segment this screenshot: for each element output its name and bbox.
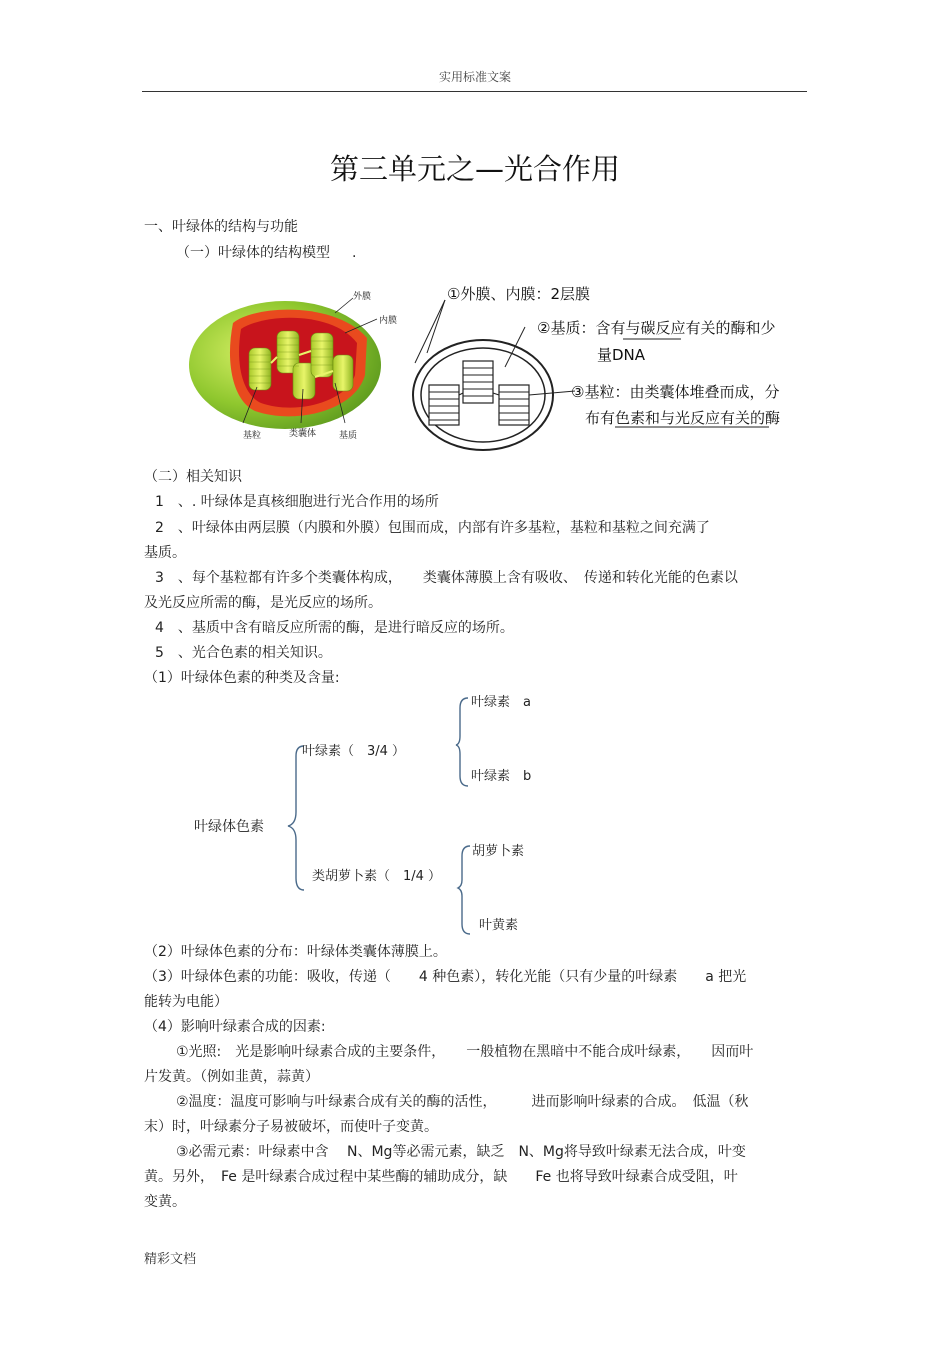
granum-box <box>499 385 529 425</box>
item-2-line1: 2 、叶绿体由两层膜（内膜和外膜）包围而成，内部有许多基粒，基粒和基粒之间充满了 <box>155 520 710 536</box>
note-granum-line2: 布有色素和与光反应有关的酶 <box>585 409 781 427</box>
subsection-heading-2: （二）相关知识 <box>144 469 242 485</box>
item-1: 1 、. 叶绿体是真核细胞进行光合作用的场所 <box>155 494 439 510</box>
chloroplast-schematic-figure <box>405 275 785 460</box>
carotenoid-bracket <box>458 846 470 934</box>
factor-light-line2: 片发黄。（例如韭黄，蒜黄） <box>144 1069 319 1085</box>
factor-elements-line2: 黄。另外， Fe 是叶绿素合成过程中某些酶的辅助成分，缺 Fe 也将导致叶绿素合成受阻，叶 <box>144 1169 738 1185</box>
label-thylakoid: 类囊体 <box>289 429 317 439</box>
subsection-dot: . <box>352 245 357 261</box>
granum-box <box>429 385 459 425</box>
point-4-heading: （4）影响叶绿素合成的因素: <box>144 1019 326 1035</box>
tree-carotene: 胡萝卜素 <box>472 844 525 859</box>
tree-chlorophyll-b: 叶绿素 b <box>471 769 532 784</box>
point-2: （2）叶绿体色素的分布：叶绿体类囊体薄膜上。 <box>144 944 447 960</box>
tree-carotenoid: 类胡萝卜素（ 1/4 ） <box>312 869 442 884</box>
item-2-line2: 基质。 <box>144 545 186 561</box>
tree-chlorophyll: 叶绿素（ 3/4 ） <box>302 744 406 759</box>
item-5: 5 、光合色素的相关知识。 <box>155 645 332 661</box>
note-membranes: ①外膜、内膜：2层膜 <box>447 285 590 303</box>
page-header: 实用标准文案 <box>438 70 511 84</box>
chlorophyll-bracket <box>456 698 468 786</box>
label-granum: 基粒 <box>243 431 262 441</box>
label-stroma: 基质 <box>339 431 358 441</box>
item-4: 4 、基质中含有暗反应所需的酶，是进行暗反应的场所。 <box>155 620 514 636</box>
page-title: 第三单元之—光合作用 <box>329 152 620 186</box>
tree-xanthophyll: 叶黄素 <box>479 918 519 933</box>
factor-light-line1: ①光照: 光是影响叶绿素合成的主要条件， 一般植物在黑暗中不能合成叶绿素， 因而叶 <box>176 1044 754 1060</box>
point-3-line2: 能转为电能） <box>144 994 228 1010</box>
chloroplast-3d-figure <box>185 283 400 443</box>
item-3-line1: 3 、每个基粒都有许多个类囊体构成， 类囊体薄膜上含有吸收、 传递和转化光能的色素以 <box>155 570 738 586</box>
root-bracket <box>288 746 304 890</box>
section-heading-1: 一、叶绿体的结构与功能 <box>144 219 298 235</box>
item-3-line2: 及光反应所需的酶，是光反应的场所。 <box>144 595 382 611</box>
tree-chlorophyll-a: 叶绿素 a <box>471 695 531 710</box>
header-rule <box>142 91 807 92</box>
tree-root-pigments: 叶绿体色素 <box>194 819 264 835</box>
subsection-heading-1: （一）叶绿体的结构模型 <box>176 245 330 261</box>
page-footer: 精彩文档 <box>144 1252 197 1267</box>
note-granum-line1: ③基粒：由类囊体堆叠而成，分 <box>571 383 780 401</box>
note-stroma-line1: ②基质：含有与碳反应有关的酶和少 <box>537 319 776 337</box>
label-outer-membrane: 外膜 <box>353 292 372 302</box>
granum-stack <box>311 333 333 377</box>
factor-elements-line1: ③必需元素：叶绿素中含 N、Mg等必需元素，缺乏 N、Mg将导致叶绿素无法合成，叶变 <box>176 1144 746 1160</box>
pigment-tree-brackets <box>280 690 480 940</box>
point-3-line1: （3）叶绿体色素的功能：吸收，传递（ 4 种色素），转化光能（只有少量的叶绿素 a 把光 <box>144 969 747 985</box>
label-inner-membrane: 内膜 <box>379 316 398 326</box>
factor-elements-line3: 变黄。 <box>144 1194 186 1210</box>
factor-temperature-line1: ②温度：温度可影响与叶绿素合成有关的酶的活性， 进而影响叶绿素的合成。 低温（秋 <box>176 1094 749 1110</box>
note-stroma-line2: 量DNA <box>597 346 646 364</box>
point-1-heading: （1）叶绿体色素的种类及含量: <box>144 670 340 686</box>
factor-temperature-line2: 末）时，叶绿素分子易被破坏，而使叶子变黄。 <box>144 1119 438 1135</box>
